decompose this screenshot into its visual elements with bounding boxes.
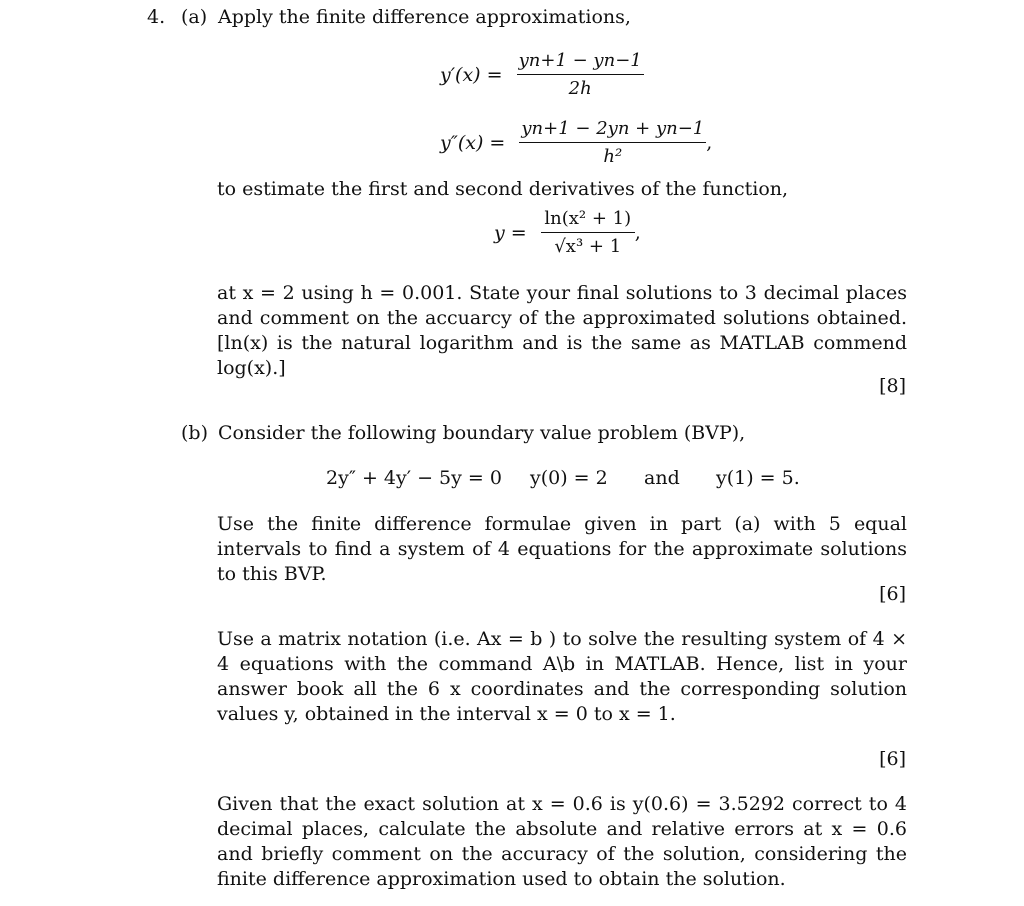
func-denominator: √x³ + 1 bbox=[554, 236, 622, 257]
equation-second-derivative: y″(x) = $\frac{yn+1 - 2yn + yn-1}{\text{h²}}$ , bbox=[440, 118, 713, 167]
part-b-intro: Consider the following boundary value problem (BVP), bbox=[218, 422, 746, 444]
eq2-fraction bbox=[519, 118, 706, 167]
part-a-body: at x = 2 using h = 0.001. State your final solutions to 3 decimal places and comment on the accuarcy of the approximated solutions obtained. [ln(x) is the natural logarithm and is the same as MATLAB commend log(x).] bbox=[217, 282, 907, 379]
bvp-bc1: y(0) = 2 bbox=[530, 467, 608, 489]
question-number: 4. bbox=[147, 6, 166, 28]
eq1-fraction bbox=[517, 50, 644, 99]
bvp-ode: 2y″ + 4y′ − 5y = 0 bbox=[326, 467, 502, 489]
eq2-denominator: h² bbox=[603, 146, 623, 167]
equation-first-derivative bbox=[440, 50, 644, 99]
func-fraction bbox=[541, 208, 635, 257]
part-a-intro: Apply the finite difference approximations, bbox=[218, 6, 631, 28]
eq1-numerator: yn+1 − yn−1 bbox=[517, 50, 644, 75]
part-a-to-estimate: to estimate the first and second derivatives of the function, bbox=[217, 178, 789, 200]
func-numerator: ln(x² + 1) bbox=[541, 208, 635, 233]
part-b-marks1: [6] bbox=[879, 583, 906, 605]
part-b-label: (b) bbox=[181, 422, 208, 444]
eq1-denominator: 2h bbox=[568, 78, 592, 99]
eq2-numerator: yn+1 − 2yn + yn−1 bbox=[519, 118, 706, 143]
func-lhs: y = bbox=[494, 221, 527, 244]
part-b-para2: Use a matrix notation (i.e. Ax = b ) to solve the resulting system of 4 × 4 equations with the command A\b in MATLAB. Hence, list in your answer book all the 6 x coordinates and the corresponding solution values y, obtained in the interval x = 0 to x = 1. bbox=[217, 628, 907, 725]
part-a-marks: [8] bbox=[879, 375, 906, 397]
part-b-marks2: [6] bbox=[879, 748, 906, 770]
bvp-and: and bbox=[644, 467, 680, 489]
eq2-lhs: y″(x) = bbox=[440, 131, 506, 154]
equation-function: y = $\frac{\text{ln(x² + 1)}}{\text{√x³ + 1}}$ , bbox=[494, 208, 641, 257]
bvp-bc2: y(1) = 5. bbox=[716, 467, 800, 489]
eq1-lhs: y′(x) = bbox=[440, 63, 503, 86]
part-a-label: (a) bbox=[181, 6, 208, 28]
part-b-para1: Use the finite difference formulae given in part (a) with 5 equal intervals to find a system of 4 equations for the approximate solutions to this BVP. bbox=[217, 513, 907, 585]
part-b-para3: Given that the exact solution at x = 0.6 is y(0.6) = 3.5292 correct to 4 decimal places, calculate the absolute and relative errors at x = 0.6 and briefly comment on the accuracy of the solution, considering the finite difference approximation used to obtain the solution. bbox=[217, 793, 907, 890]
